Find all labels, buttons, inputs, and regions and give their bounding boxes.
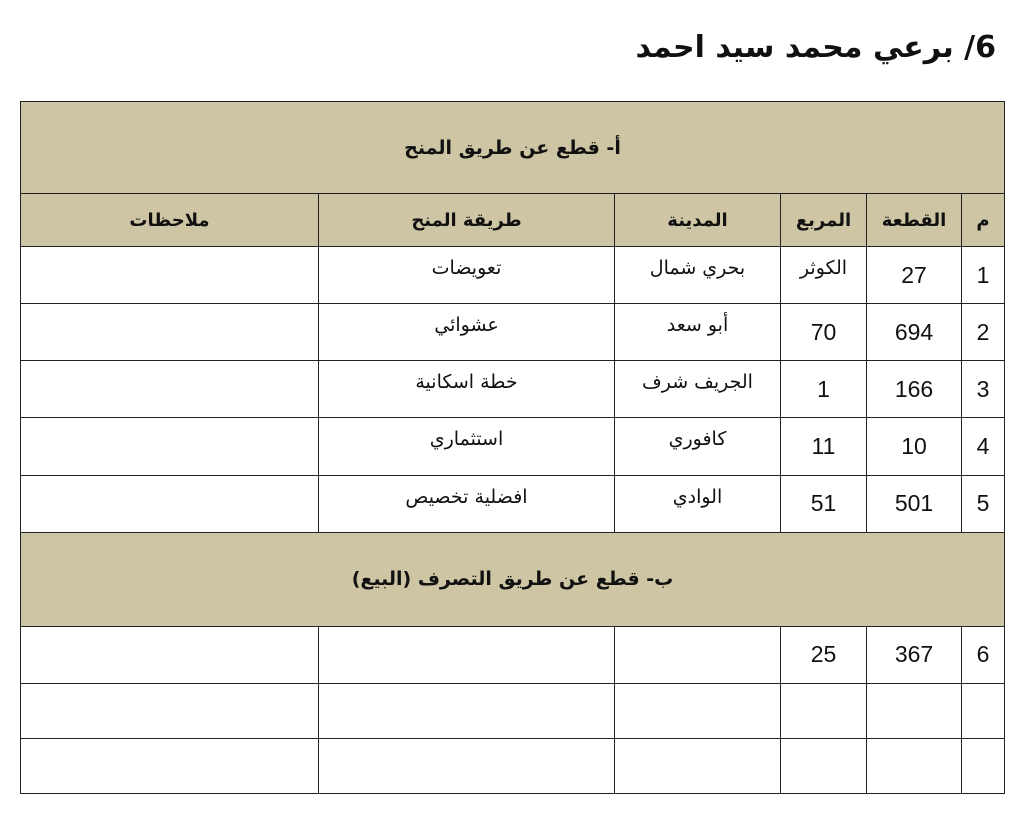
cell-square: 25: [781, 626, 867, 683]
cell-plot: 27: [867, 247, 962, 304]
cell-square: الكوثر: [781, 247, 867, 304]
cell-city: بحري شمال: [615, 247, 781, 304]
cell-city: كافوري: [615, 418, 781, 475]
cell-notes: [21, 304, 319, 361]
cell-m: 1: [962, 247, 1005, 304]
cell-square: 51: [781, 475, 867, 532]
section-a-title: أ- قطع عن طريق المنح: [21, 102, 1005, 194]
table-row: [21, 626, 1005, 683]
cell-notes: [21, 418, 319, 475]
cell-method: [319, 626, 615, 683]
cell-notes: [21, 683, 319, 738]
section-b-header-row: [21, 532, 1005, 626]
cell-notes: [21, 247, 319, 304]
cell-method: عشوائي: [319, 304, 615, 361]
table-row: [21, 247, 1005, 304]
header-method: طريقة المنح: [319, 194, 615, 247]
cell-method: خطة اسكانية: [319, 361, 615, 418]
cell-notes: [21, 475, 319, 532]
cell-method: تعويضات: [319, 247, 615, 304]
column-header-row: [21, 194, 1005, 247]
header-notes: ملاحظات: [21, 194, 319, 247]
cell-m: 6: [962, 626, 1005, 683]
cell-method: [319, 738, 615, 793]
cell-plot: [867, 683, 962, 738]
cell-m: 2: [962, 304, 1005, 361]
cell-method: افضلية تخصيص: [319, 475, 615, 532]
header-m: م: [962, 194, 1005, 247]
cell-m: [962, 683, 1005, 738]
cell-city: أبو سعد: [615, 304, 781, 361]
table-row: [21, 683, 1005, 738]
cell-square: 1: [781, 361, 867, 418]
table-row: [21, 475, 1005, 532]
header-square: المربع: [781, 194, 867, 247]
cell-plot: 694: [867, 304, 962, 361]
cell-plot: 10: [867, 418, 962, 475]
cell-city: الجريف شرف: [615, 361, 781, 418]
cell-m: [962, 738, 1005, 793]
header-city: المدينة: [615, 194, 781, 247]
cell-city: [615, 738, 781, 793]
table-row: [21, 304, 1005, 361]
section-a-header-row: [21, 102, 1005, 194]
cell-notes: [21, 626, 319, 683]
cell-square: [781, 738, 867, 793]
cell-plot: 367: [867, 626, 962, 683]
cell-city: [615, 626, 781, 683]
cell-plot: [867, 738, 962, 793]
cell-notes: [21, 738, 319, 793]
cell-plot: 166: [867, 361, 962, 418]
table-row: [21, 738, 1005, 793]
cell-method: استثماري: [319, 418, 615, 475]
cell-notes: [21, 361, 319, 418]
cell-m: 4: [962, 418, 1005, 475]
cell-m: 5: [962, 475, 1005, 532]
table-row: [21, 361, 1005, 418]
page-title: 6/ برعي محمد سيد احمد: [635, 30, 996, 65]
cell-city: الوادي: [615, 475, 781, 532]
cell-square: 70: [781, 304, 867, 361]
cell-plot: 501: [867, 475, 962, 532]
cell-m: 3: [962, 361, 1005, 418]
cell-square: [781, 683, 867, 738]
table-row: [21, 418, 1005, 475]
cell-square: 11: [781, 418, 867, 475]
cell-method: [319, 683, 615, 738]
land-plots-table: [20, 101, 1005, 794]
section-b-title: ب- قطع عن طريق التصرف (البيع): [21, 532, 1005, 626]
cell-city: [615, 683, 781, 738]
header-plot: القطعة: [867, 194, 962, 247]
